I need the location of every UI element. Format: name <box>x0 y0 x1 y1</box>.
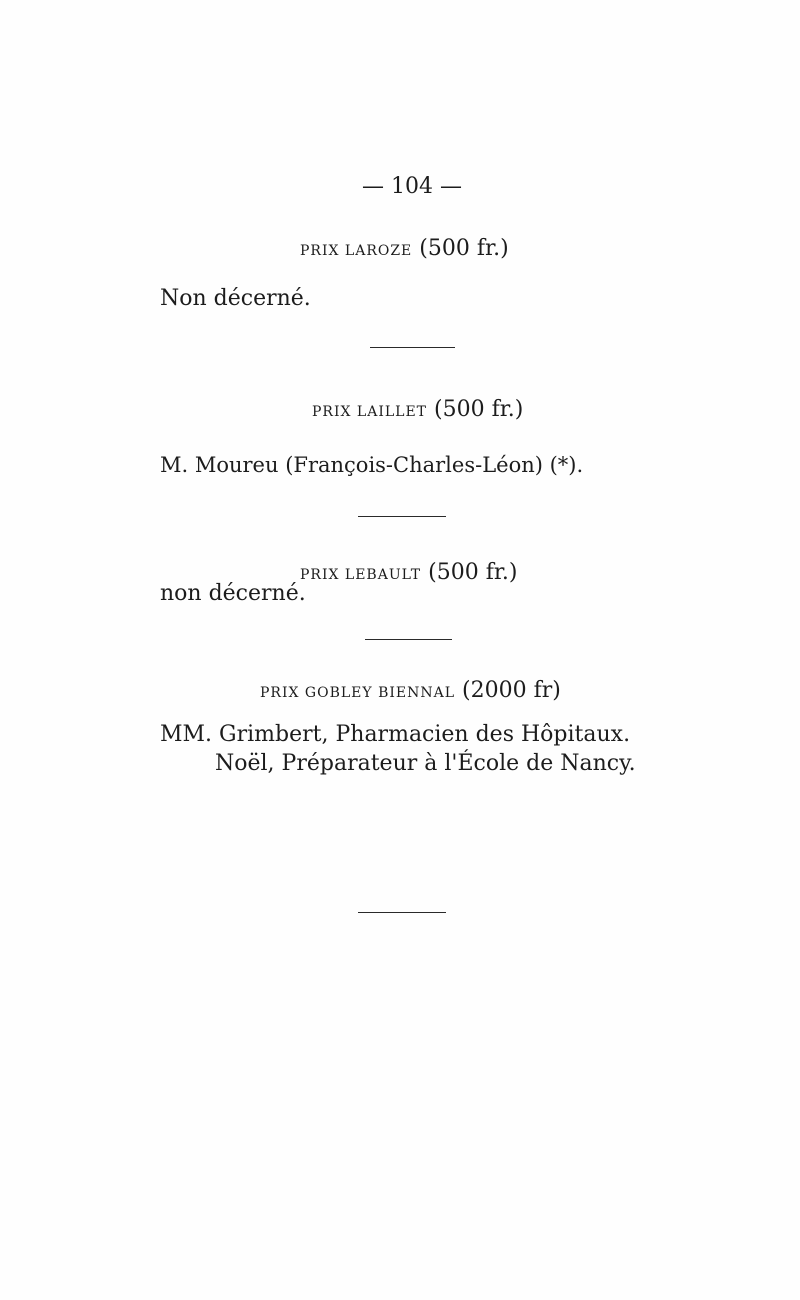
prize-name: PRIX GOBLEY BIENNAL <box>260 685 456 701</box>
prize-amount: (2000 fr) <box>462 678 561 703</box>
page-number: — 104 — <box>362 174 462 199</box>
award-text-line: MM. Grimbert, Pharmacien des Hôpitaux. <box>160 722 631 747</box>
prize-amount: (500 fr.) <box>434 397 524 422</box>
prize-heading-laroze <box>300 238 509 260</box>
award-text-lebault: non décerné. <box>160 581 306 606</box>
award-text-laillet: M. Moureu (François-Charles-Léon) (*). <box>160 453 584 477</box>
prize-amount: (500 fr.) <box>419 236 509 261</box>
award-text-laroze: Non décerné. <box>160 286 311 311</box>
end-divider <box>358 912 446 913</box>
section-divider <box>370 347 455 348</box>
prize-name: PRIX LEBAULT <box>300 567 422 583</box>
prize-heading-laillet <box>312 399 523 421</box>
prize-name: PRIX LAILLET <box>312 404 427 420</box>
award-text-line: Noël, Préparateur à l'École de Nancy. <box>215 751 636 776</box>
prize-amount: (500 fr.) <box>428 560 518 585</box>
section-divider <box>365 639 452 640</box>
prize-name: PRIX LAROZE <box>300 243 413 259</box>
section-divider <box>358 516 446 517</box>
prize-heading-lebault <box>300 562 518 584</box>
prize-heading-gobley-biennal <box>260 680 561 702</box>
